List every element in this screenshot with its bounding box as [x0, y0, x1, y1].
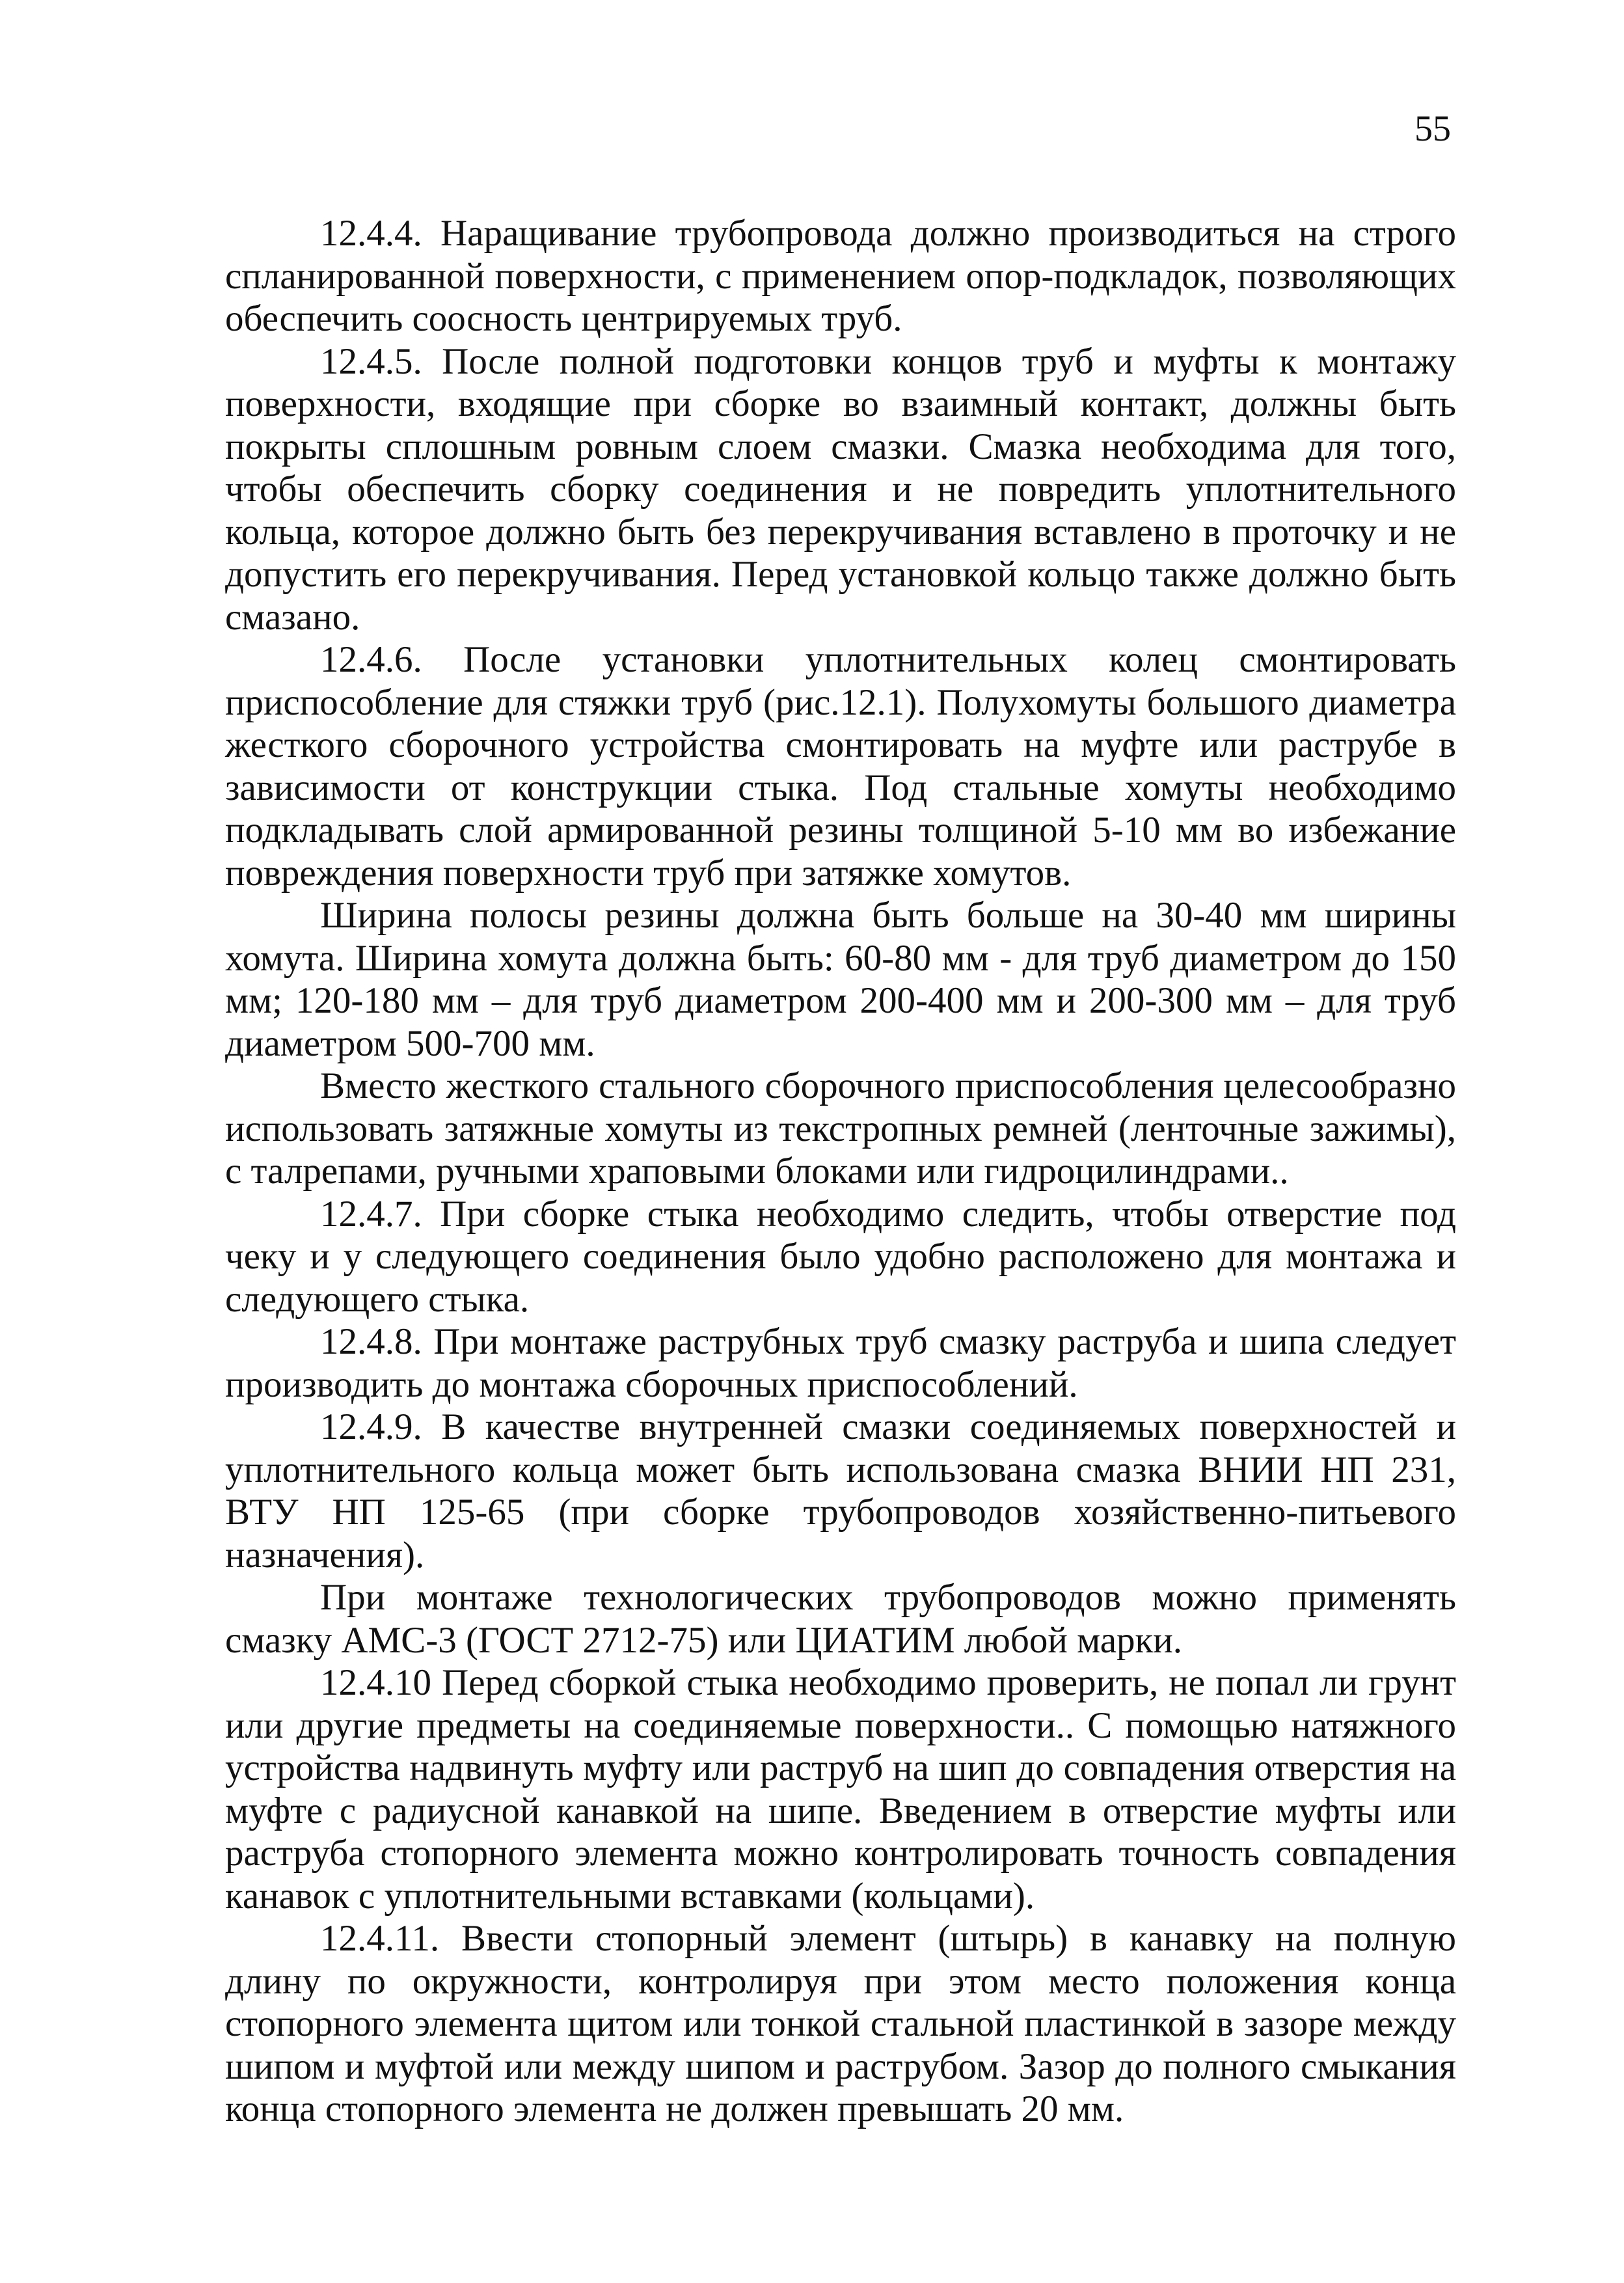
paragraph-12-4-5: 12.4.5. После полной подготовки концов труб и муфты к монтажу поверхности, входящие при сборке во взаимный контакт, должны быть покрыты сплошным ровным слоем смазки. Смазка необходима для того, чтобы обеспечить сборку соединения и не повредить уплотнительного кольца, которое должно быть без перекручивания вставлено в проточку и не допустить его перекручивания. Перед установкой кольцо также должно быть смазано. [225, 340, 1456, 638]
paragraph-technological-pipelines-lubricant: При монтаже технологических трубопроводов можно применять смазку АМС-3 (ГОСТ 2712-75) или ЦИАТИМ любой марки. [225, 1577, 1456, 1661]
paragraph-rubber-strip-width: Ширина полосы резины должна быть больше на 30-40 мм ширины хомута. Ширина хомута должна быть: 60-80 мм - для труб диаметром до 150 мм; 120-180 мм – для труб диаметром 200-400 мм и 200-300 мм – для труб диаметром 500-700 мм. [225, 895, 1456, 1064]
paragraph-12-4-8: 12.4.8. При монтаже раструбных труб смазку раструба и шипа следует производить до монтажа сборочных приспособлений. [225, 1321, 1456, 1405]
document-body [225, 212, 1456, 2131]
paragraph-12-4-11: 12.4.11. Ввести стопорный элемент (штырь) в канавку на полную длину по окружности, контролируя при этом место положения конца стопорного элемента щитом или тонкой стальной пластинкой в зазоре между шипом и муфтой или между шипом и раструбом. Зазор до полного смыкания конца стопорного элемента не должен превышать 20 мм. [225, 1918, 1456, 2129]
page-number: 55 [1414, 109, 1451, 149]
paragraph-assembly-device-alternative: Вместо жесткого стального сборочного приспособления целесообразно использовать затяжные хомуты из текстропных ремней (ленточные зажимы), с талрепами, ручными храповыми блоками или гидроцилиндрами.. [225, 1065, 1456, 1192]
paragraph-12-4-10: 12.4.10 Перед сборкой стыка необходимо проверить, не попал ли грунт или другие предметы на соединяемые поверхности.. С помощью натяжного устройства надвинуть муфту или раструб на шип до совпадения отверстия на муфте с радиусной канавкой на шипе. Введением в отверстие муфты или раструба стопорного элемента можно контролировать точность совпадения канавок с уплотнительными вставками (кольцами). [225, 1662, 1456, 1917]
paragraph-12-4-7: 12.4.7. При сборке стыка необходимо следить, чтобы отверстие под чеку и у следующего соединения было удобно расположено для монтажа и следующего стыка. [225, 1193, 1456, 1320]
paragraph-12-4-9: 12.4.9. В качестве внутренней смазки соединяемых поверхностей и уплотнительного кольца может быть использована смазка ВНИИ НП 231, ВТУ НП 125-65 (при сборке трубопроводов хозяйственно-питьевого назначения). [225, 1406, 1456, 1576]
paragraph-12-4-4: 12.4.4. Наращивание трубопровода должно производиться на строго спланированной поверхности, с применением опор-подкладок, позволяющих обеспечить соосность центрируемых труб. [225, 213, 1456, 339]
paragraph-12-4-6: 12.4.6. После установки уплотнительных колец смонтировать приспособление для стяжки труб (рис.12.1). Полухомуты большого диаметра жесткого сборочного устройства смонтировать на муфте или раструбе в зависимости от конструкции стыка. Под стальные хомуты необходимо подкладывать слой армированной резины толщиной 5-10 мм во избежание повреждения поверхности труб при затяжке хомутов. [225, 639, 1456, 894]
